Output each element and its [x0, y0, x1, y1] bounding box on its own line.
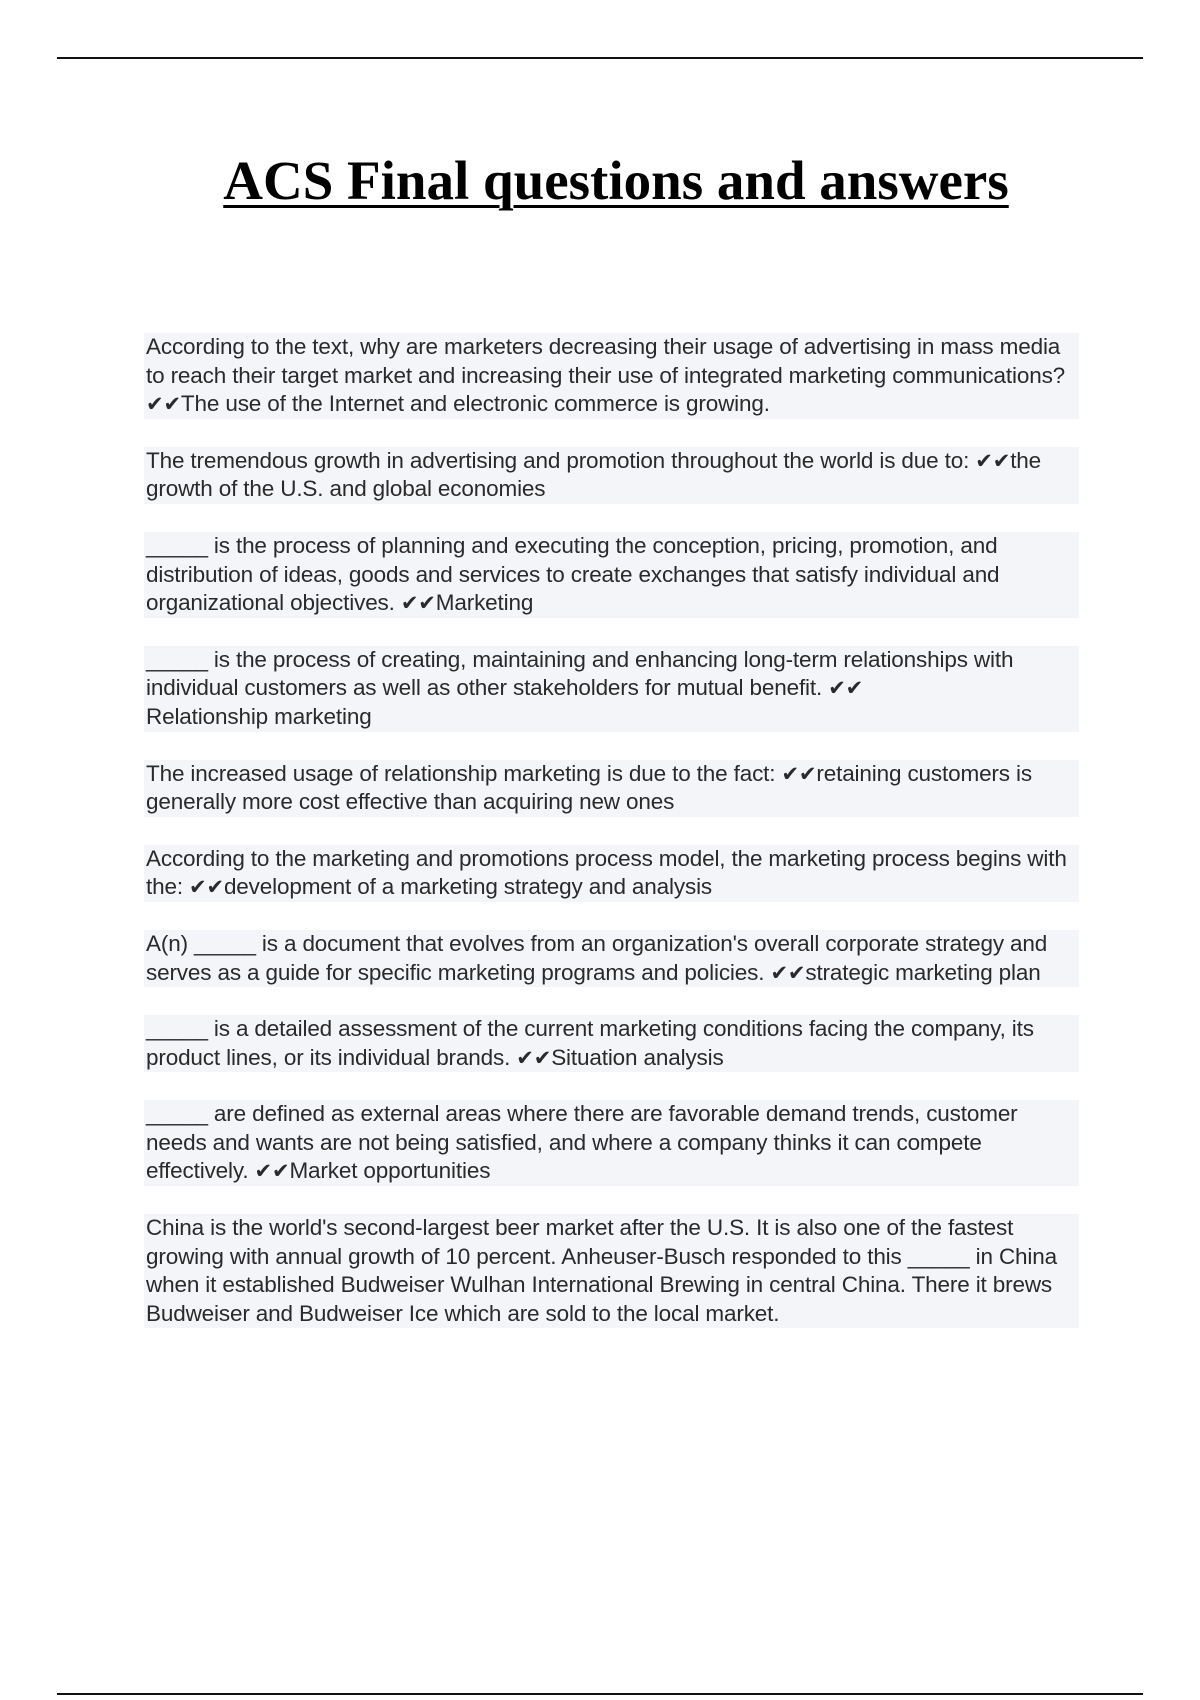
answer-text: development of a marketing strategy and analysis: [223, 874, 713, 900]
qa-item: [144, 760, 1079, 817]
double-check-icon: ✔✔: [400, 591, 436, 616]
question-text: The tremendous growth in advertising and promotion throughout the world is due to:: [146, 447, 976, 473]
top-rule: [57, 57, 1143, 59]
answer-text: retaining customers is generally more cost effective than acquiring new ones: [146, 760, 1032, 815]
qa-item: [144, 532, 1079, 618]
question-text: According to the text, why are marketers decreasing their usage of advertising in mass media to reach their target market and increasing their use of integrated marketing communications?: [146, 334, 1066, 388]
question-text: _____ is the process of planning and executing the conception, pricing, promotion, and distribution of ideas, goods and services to create exchanges that satisfy individual and organizational objectives.: [146, 532, 1000, 616]
qa-item: [144, 333, 1079, 419]
qa-item: [144, 1100, 1079, 1186]
answer-text: Marketing: [435, 590, 534, 616]
answer-text: The use of the Internet and electronic commerce is growing.: [180, 391, 770, 417]
question-text: _____ is a detailed assessment of the current marketing conditions facing the company, its product lines, or its individual brands.: [146, 1016, 1034, 1070]
question-text: China is the world's second-largest beer market after the U.S. It is also one of the fastest growing with annual growth of 10 percent. Anheuser-Busch responded to this _____ in China when it established Budweiser Wulhan International Brewing in central China. There it brews Budweiser and Budweiser Ice which are sold to the local market.: [146, 1215, 1057, 1326]
question-text: _____ are defined as external areas where there are favorable demand trends, customer needs and wants are not being satisfied, and where a company thinks it can compete effectively.: [146, 1101, 1018, 1184]
question-text: _____ is the process of creating, maintaining and enhancing long-term relationships with individual customers as well as other stakeholders for mutual benefit.: [146, 646, 1014, 701]
qa-item: [144, 646, 1079, 732]
double-check-icon: ✔✔: [189, 875, 224, 900]
double-check-icon: ✔✔: [254, 1159, 290, 1184]
double-check-icon: ✔✔: [828, 676, 864, 701]
bottom-rule: [57, 1693, 1143, 1695]
double-check-icon: ✔✔: [146, 392, 181, 417]
question-text: The increased usage of relationship marketing is due to the fact:: [146, 760, 782, 786]
question-text: A(n) _____ is a document that evolves from an organization's overall corporate strategy and serves as a guide for specific marketing programs and policies.: [146, 930, 1048, 985]
answer-text: the growth of the U.S. and global economies: [146, 447, 1042, 502]
qa-item: [144, 1015, 1079, 1072]
answer-text: Situation analysis: [551, 1044, 724, 1070]
question-text: According to the marketing and promotions process model, the marketing process begins with the:: [146, 845, 1067, 900]
qa-item: [144, 1214, 1079, 1328]
double-check-icon: ✔✔: [781, 761, 817, 786]
qa-list: [144, 333, 1079, 1356]
double-check-icon: ✔✔: [770, 960, 806, 985]
double-check-icon: ✔✔: [975, 448, 1011, 473]
qa-item: [144, 930, 1079, 987]
qa-item: [144, 447, 1079, 504]
double-check-icon: ✔✔: [516, 1045, 552, 1070]
answer-text: Relationship marketing: [146, 703, 372, 729]
qa-item: [144, 845, 1079, 902]
answer-text: strategic marketing plan: [805, 959, 1041, 985]
answer-text: Market opportunities: [289, 1158, 491, 1184]
page-title: ACS Final questions and answers: [223, 150, 1009, 211]
